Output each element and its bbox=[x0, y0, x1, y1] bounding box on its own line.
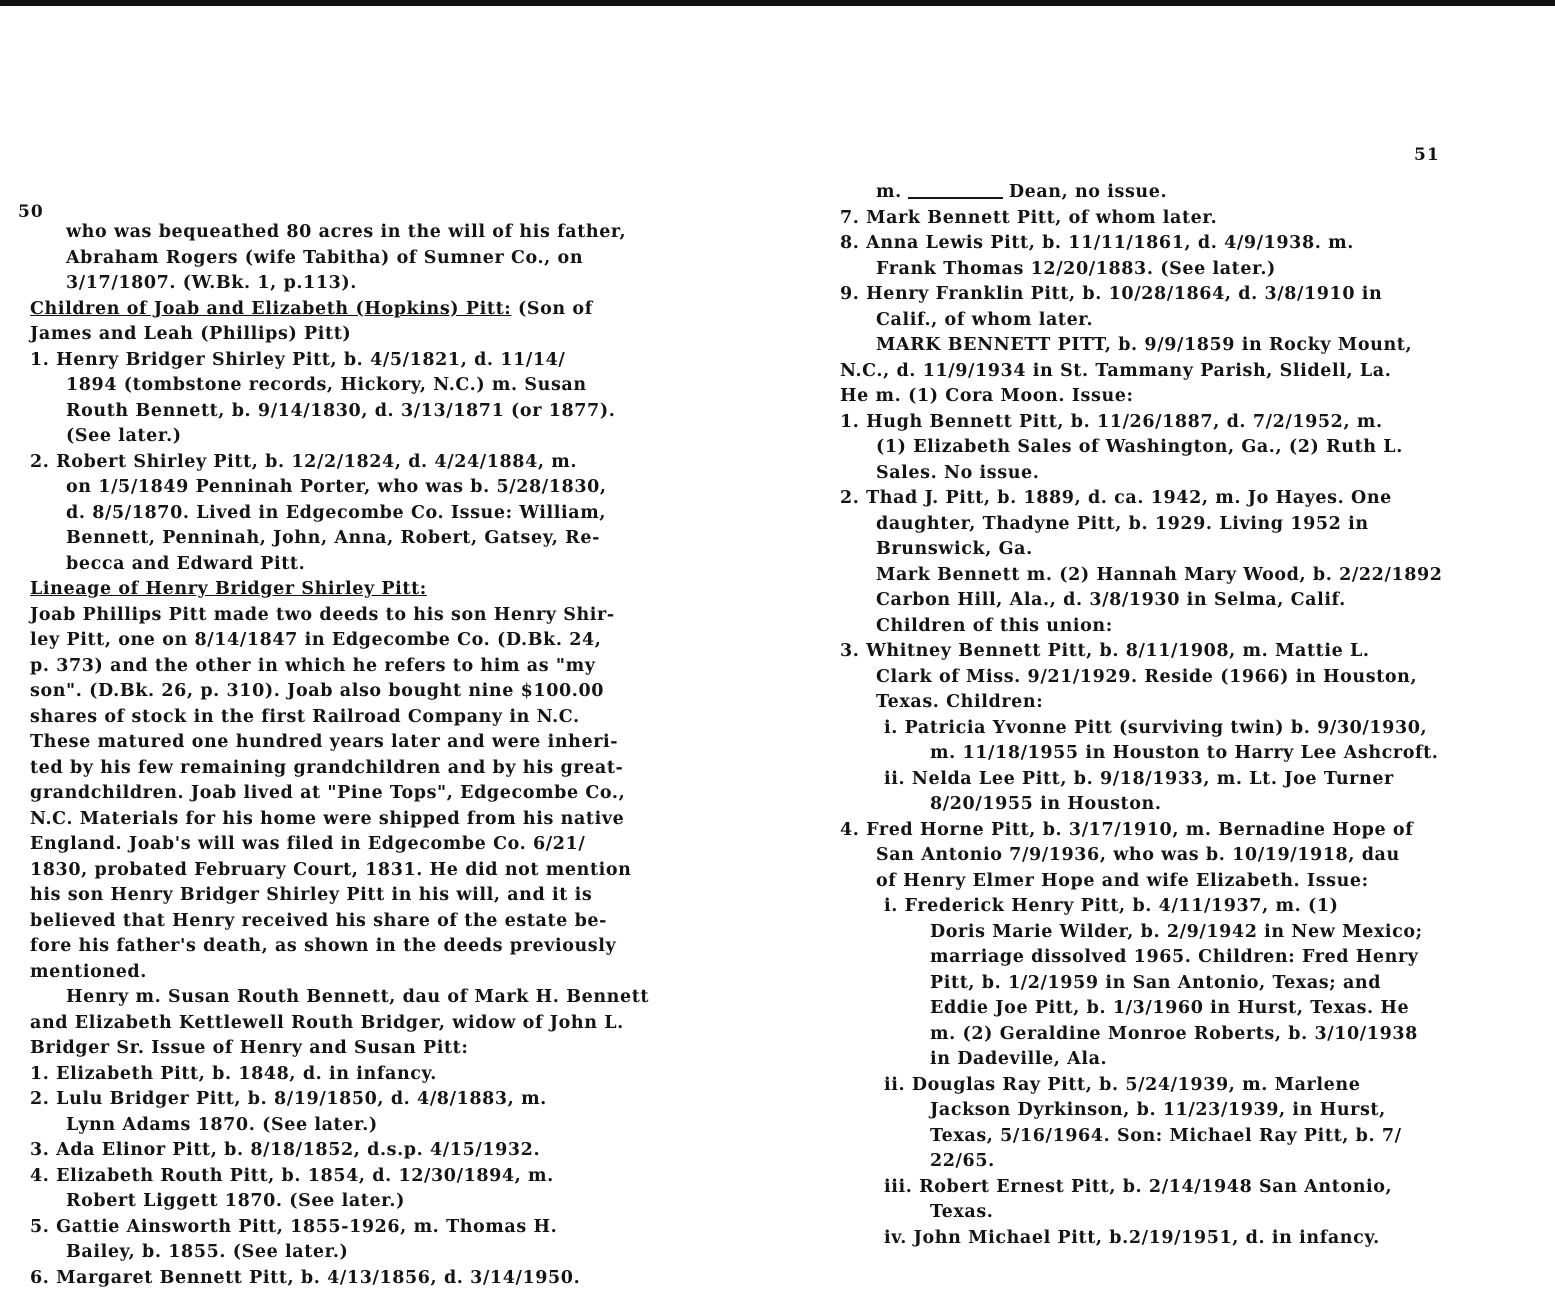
line-text: Frank Thomas 12/20/1883. (See later.) bbox=[876, 259, 1276, 279]
line-text: Bridger Sr. Issue of Henry and Susan Pitt: bbox=[30, 1038, 468, 1058]
line-text: 1830, probated February Court, 1831. He did not mention bbox=[30, 860, 632, 880]
line-text: Robert Liggett 1870. (See later.) bbox=[66, 1191, 405, 1211]
text-line bbox=[840, 741, 1500, 767]
text-line bbox=[30, 1164, 710, 1190]
line-text: 22/65. bbox=[930, 1151, 995, 1171]
line-text: ii. Douglas Ray Pitt, b. 5/24/1939, m. Marlene bbox=[884, 1075, 1360, 1095]
line-text: Children of Joab and Elizabeth (Hopkins) Pitt: bbox=[30, 299, 511, 319]
line-text: Doris Marie Wilder, b. 2/9/1942 in New Mexico; bbox=[930, 922, 1423, 942]
text-line bbox=[30, 1036, 710, 1062]
line-text: iii. Robert Ernest Pitt, b. 2/14/1948 San Antonio, bbox=[884, 1177, 1392, 1197]
line-text: 6. Margaret Bennett Pitt, b. 4/13/1856, d. 3/14/1950. bbox=[30, 1268, 580, 1288]
text-line bbox=[30, 628, 710, 654]
line-text: Bennett, Penninah, John, Anna, Robert, Gatsey, Re- bbox=[66, 528, 600, 548]
line-text: Jackson Dyrkinson, b. 11/23/1939, in Hurst, bbox=[930, 1100, 1386, 1120]
text-line bbox=[840, 435, 1500, 461]
text-line bbox=[840, 1022, 1500, 1048]
line-text: in Dadeville, Ala. bbox=[930, 1049, 1107, 1069]
text-line bbox=[840, 945, 1500, 971]
text-line bbox=[840, 231, 1500, 257]
line-text: daughter, Thadyne Pitt, b. 1929. Living 1952 in bbox=[876, 514, 1369, 534]
text-line bbox=[30, 756, 710, 782]
line-text: son". (D.Bk. 26, p. 310). Joab also bought nine $100.00 bbox=[30, 681, 604, 701]
line-text: Carbon Hill, Ala., d. 3/8/1930 in Selma, Calif. bbox=[876, 590, 1346, 610]
text-line bbox=[840, 996, 1500, 1022]
line-text: i. Frederick Henry Pitt, b. 4/11/1937, m. (1) bbox=[884, 896, 1339, 916]
text-line bbox=[840, 1073, 1500, 1099]
text-line bbox=[30, 1215, 710, 1241]
line-text: ii. Nelda Lee Pitt, b. 9/18/1933, m. Lt. Joe Turner bbox=[884, 769, 1394, 789]
line-text: 3. Ada Elinor Pitt, b. 8/18/1852, d.s.p. 4/15/1932. bbox=[30, 1140, 540, 1160]
text-line bbox=[30, 1087, 710, 1113]
line-text: 1894 (tombstone records, Hickory, N.C.) m. Susan bbox=[66, 375, 587, 395]
text-line bbox=[840, 1124, 1500, 1150]
text-line bbox=[30, 399, 710, 425]
text-line bbox=[840, 1175, 1500, 1201]
page-number-right: 51 bbox=[1414, 145, 1440, 165]
text-line bbox=[30, 705, 710, 731]
line-text: Texas. Children: bbox=[876, 692, 1043, 712]
line-text: N.C. Materials for his home were shipped from his native bbox=[30, 809, 624, 829]
text-line bbox=[840, 308, 1500, 334]
line-text: England. Joab's will was filed in Edgecombe Co. 6/21/ bbox=[30, 834, 585, 854]
line-text-continued: (Son of bbox=[518, 299, 593, 319]
line-text: James and Leah (Phillips) Pitt) bbox=[30, 324, 351, 344]
text-line bbox=[30, 832, 710, 858]
line-text: Children of this union: bbox=[876, 616, 1113, 636]
text-line bbox=[840, 665, 1500, 691]
line-text: believed that Henry received his share of the estate be- bbox=[30, 911, 607, 931]
text-line bbox=[840, 461, 1500, 487]
line-text: who was bequeathed 80 acres in the will of his father, bbox=[66, 222, 626, 242]
line-text: 3. Whitney Bennett Pitt, b. 8/11/1908, m. Mattie L. bbox=[840, 641, 1370, 661]
text-line bbox=[30, 501, 710, 527]
line-text: mentioned. bbox=[30, 962, 147, 982]
text-line bbox=[30, 526, 710, 552]
text-line bbox=[30, 246, 710, 272]
line-text: Brunswick, Ga. bbox=[876, 539, 1033, 559]
line-text: 1. Hugh Bennett Pitt, b. 11/26/1887, d. 7/2/1952, m. bbox=[840, 412, 1383, 432]
line-text: 4. Fred Horne Pitt, b. 3/17/1910, m. Bernadine Hope of bbox=[840, 820, 1413, 840]
line-text: m. (2) Geraldine Monroe Roberts, b. 3/10/1938 bbox=[930, 1024, 1418, 1044]
text-line bbox=[30, 424, 710, 450]
text-line bbox=[840, 971, 1500, 997]
text-line bbox=[840, 384, 1500, 410]
page-number-left: 50 bbox=[18, 202, 44, 222]
line-text: (1) Elizabeth Sales of Washington, Ga., (2) Ruth L. bbox=[876, 437, 1403, 457]
line-text: m. 11/18/1955 in Houston to Harry Lee Ashcroft. bbox=[930, 743, 1439, 763]
line-prefix: m. bbox=[876, 182, 902, 202]
text-line bbox=[30, 1266, 710, 1291]
text-line bbox=[840, 767, 1500, 793]
line-text: 9. Henry Franklin Pitt, b. 10/28/1864, d. 3/8/1910 in bbox=[840, 284, 1382, 304]
line-text: 1. Henry Bridger Shirley Pitt, b. 4/5/1821, d. 11/14/ bbox=[30, 350, 565, 370]
line-text: Texas. bbox=[930, 1202, 993, 1222]
text-line bbox=[840, 257, 1500, 283]
line-text: 3/17/1807. (W.Bk. 1, p.113). bbox=[66, 273, 357, 293]
line-text: Pitt, b. 1/2/1959 in San Antonio, Texas; and bbox=[930, 973, 1381, 993]
blank-rule bbox=[908, 197, 1003, 199]
line-text: Clark of Miss. 9/21/1929. Reside (1966) in Houston, bbox=[876, 667, 1417, 687]
top-border bbox=[0, 0, 1555, 6]
line-text: 8. Anna Lewis Pitt, b. 11/11/1861, d. 4/9/1938. m. bbox=[840, 233, 1354, 253]
line-text: Texas, 5/16/1964. Son: Michael Ray Pitt, b. 7/ bbox=[930, 1126, 1402, 1146]
text-line bbox=[840, 410, 1500, 436]
text-line bbox=[840, 1200, 1500, 1226]
line-text: 7. Mark Bennett Pitt, of whom later. bbox=[840, 208, 1217, 228]
text-line bbox=[840, 639, 1500, 665]
text-line bbox=[840, 512, 1500, 538]
text-line bbox=[30, 1113, 710, 1139]
line-text: marriage dissolved 1965. Children: Fred Henry bbox=[930, 947, 1419, 967]
text-line bbox=[30, 654, 710, 680]
text-line bbox=[30, 322, 710, 348]
text-line bbox=[30, 934, 710, 960]
text-line bbox=[840, 792, 1500, 818]
line-text: p. 373) and the other in which he refers to him as "my bbox=[30, 656, 596, 676]
line-text: fore his father's death, as shown in the deeds previously bbox=[30, 936, 616, 956]
text-line bbox=[30, 679, 710, 705]
text-line bbox=[840, 614, 1500, 640]
text-line bbox=[840, 1149, 1500, 1175]
line-text: on 1/5/1849 Penninah Porter, who was b. 5/28/1830, bbox=[66, 477, 607, 497]
text-line bbox=[30, 450, 710, 476]
text-line bbox=[30, 985, 710, 1011]
text-line bbox=[30, 220, 710, 246]
line-text: grandchildren. Joab lived at "Pine Tops", Edgecombe Co., bbox=[30, 783, 625, 803]
line-text: i. Patricia Yvonne Pitt (surviving twin) b. 9/30/1930, bbox=[884, 718, 1427, 738]
text-line bbox=[30, 577, 710, 603]
text-line bbox=[840, 1047, 1500, 1073]
text-line bbox=[840, 180, 1500, 206]
line-text: (See later.) bbox=[66, 426, 182, 446]
text-line bbox=[840, 894, 1500, 920]
text-line bbox=[30, 1240, 710, 1266]
text-line bbox=[30, 730, 710, 756]
text-line bbox=[30, 271, 710, 297]
text-line bbox=[30, 297, 710, 323]
line-text: These matured one hundred years later and were inheri- bbox=[30, 732, 618, 752]
line-text: 5. Gattie Ainsworth Pitt, 1855-1926, m. Thomas H. bbox=[30, 1217, 557, 1237]
text-line bbox=[840, 1226, 1500, 1252]
text-line bbox=[30, 909, 710, 935]
text-line bbox=[30, 781, 710, 807]
text-line bbox=[840, 843, 1500, 869]
text-line bbox=[840, 588, 1500, 614]
line-text: Abraham Rogers (wife Tabitha) of Sumner Co., on bbox=[66, 248, 583, 268]
line-text: iv. John Michael Pitt, b.2/19/1951, d. in infancy. bbox=[884, 1228, 1380, 1248]
text-line bbox=[840, 359, 1500, 385]
text-line bbox=[840, 537, 1500, 563]
text-line bbox=[840, 282, 1500, 308]
line-text: Eddie Joe Pitt, b. 1/3/1960 in Hurst, Texas. He bbox=[930, 998, 1409, 1018]
text-line bbox=[840, 1098, 1500, 1124]
text-line bbox=[840, 486, 1500, 512]
line-text: N.C., d. 11/9/1934 in St. Tammany Parish, Slidell, La. bbox=[840, 361, 1391, 381]
line-text: Mark Bennett m. (2) Hannah Mary Wood, b. 2/22/1892 bbox=[876, 565, 1443, 585]
text-line bbox=[30, 348, 710, 374]
line-text: of Henry Elmer Hope and wife Elizabeth. Issue: bbox=[876, 871, 1369, 891]
line-text: 1. Elizabeth Pitt, b. 1848, d. in infancy. bbox=[30, 1064, 437, 1084]
line-text: becca and Edward Pitt. bbox=[66, 554, 305, 574]
text-line bbox=[840, 716, 1500, 742]
text-line bbox=[30, 1062, 710, 1088]
text-line bbox=[840, 920, 1500, 946]
line-text: d. 8/5/1870. Lived in Edgecombe Co. Issue: William, bbox=[66, 503, 606, 523]
line-text: his son Henry Bridger Shirley Pitt in his will, and it is bbox=[30, 885, 592, 905]
line-text: Dean, no issue. bbox=[1009, 182, 1167, 202]
line-text: He m. (1) Cora Moon. Issue: bbox=[840, 386, 1134, 406]
line-text: Sales. No issue. bbox=[876, 463, 1039, 483]
line-text: shares of stock in the first Railroad Company in N.C. bbox=[30, 707, 580, 727]
line-text: Calif., of whom later. bbox=[876, 310, 1093, 330]
line-text: 4. Elizabeth Routh Pitt, b. 1854, d. 12/30/1894, m. bbox=[30, 1166, 554, 1186]
line-text: Henry m. Susan Routh Bennett, dau of Mark H. Bennett bbox=[66, 987, 649, 1007]
line-text: and Elizabeth Kettlewell Routh Bridger, widow of John L. bbox=[30, 1013, 624, 1033]
right-page-text bbox=[840, 180, 1500, 1251]
text-line bbox=[30, 475, 710, 501]
line-text: Routh Bennett, b. 9/14/1830, d. 3/13/1871 (or 1877). bbox=[66, 401, 615, 421]
text-line bbox=[30, 807, 710, 833]
line-text: Joab Phillips Pitt made two deeds to his son Henry Shir- bbox=[30, 605, 615, 625]
text-line bbox=[30, 960, 710, 986]
text-line bbox=[840, 818, 1500, 844]
text-line bbox=[30, 603, 710, 629]
text-line bbox=[30, 883, 710, 909]
text-line bbox=[840, 333, 1500, 359]
line-text: ted by his few remaining grandchildren and by his great- bbox=[30, 758, 623, 778]
text-line bbox=[840, 869, 1500, 895]
line-text: MARK BENNETT PITT, b. 9/9/1859 in Rocky Mount, bbox=[876, 335, 1412, 355]
text-line bbox=[30, 858, 710, 884]
line-text: Lineage of Henry Bridger Shirley Pitt: bbox=[30, 579, 427, 599]
left-page-text bbox=[30, 220, 710, 1291]
text-line bbox=[30, 552, 710, 578]
text-line bbox=[30, 1011, 710, 1037]
line-text: 8/20/1955 in Houston. bbox=[930, 794, 1162, 814]
line-text: 2. Lulu Bridger Pitt, b. 8/19/1850, d. 4/8/1883, m. bbox=[30, 1089, 547, 1109]
line-text: Bailey, b. 1855. (See later.) bbox=[66, 1242, 348, 1262]
text-line bbox=[840, 563, 1500, 589]
text-line bbox=[30, 373, 710, 399]
text-line bbox=[840, 206, 1500, 232]
line-text: San Antonio 7/9/1936, who was b. 10/19/1918, dau bbox=[876, 845, 1400, 865]
text-line bbox=[30, 1189, 710, 1215]
line-text: Lynn Adams 1870. (See later.) bbox=[66, 1115, 378, 1135]
line-text: 2. Robert Shirley Pitt, b. 12/2/1824, d. 4/24/1884, m. bbox=[30, 452, 577, 472]
text-line bbox=[840, 690, 1500, 716]
line-text: ley Pitt, one on 8/14/1847 in Edgecombe Co. (D.Bk. 24, bbox=[30, 630, 602, 650]
text-line bbox=[30, 1138, 710, 1164]
line-text: 2. Thad J. Pitt, b. 1889, d. ca. 1942, m. Jo Hayes. One bbox=[840, 488, 1392, 508]
